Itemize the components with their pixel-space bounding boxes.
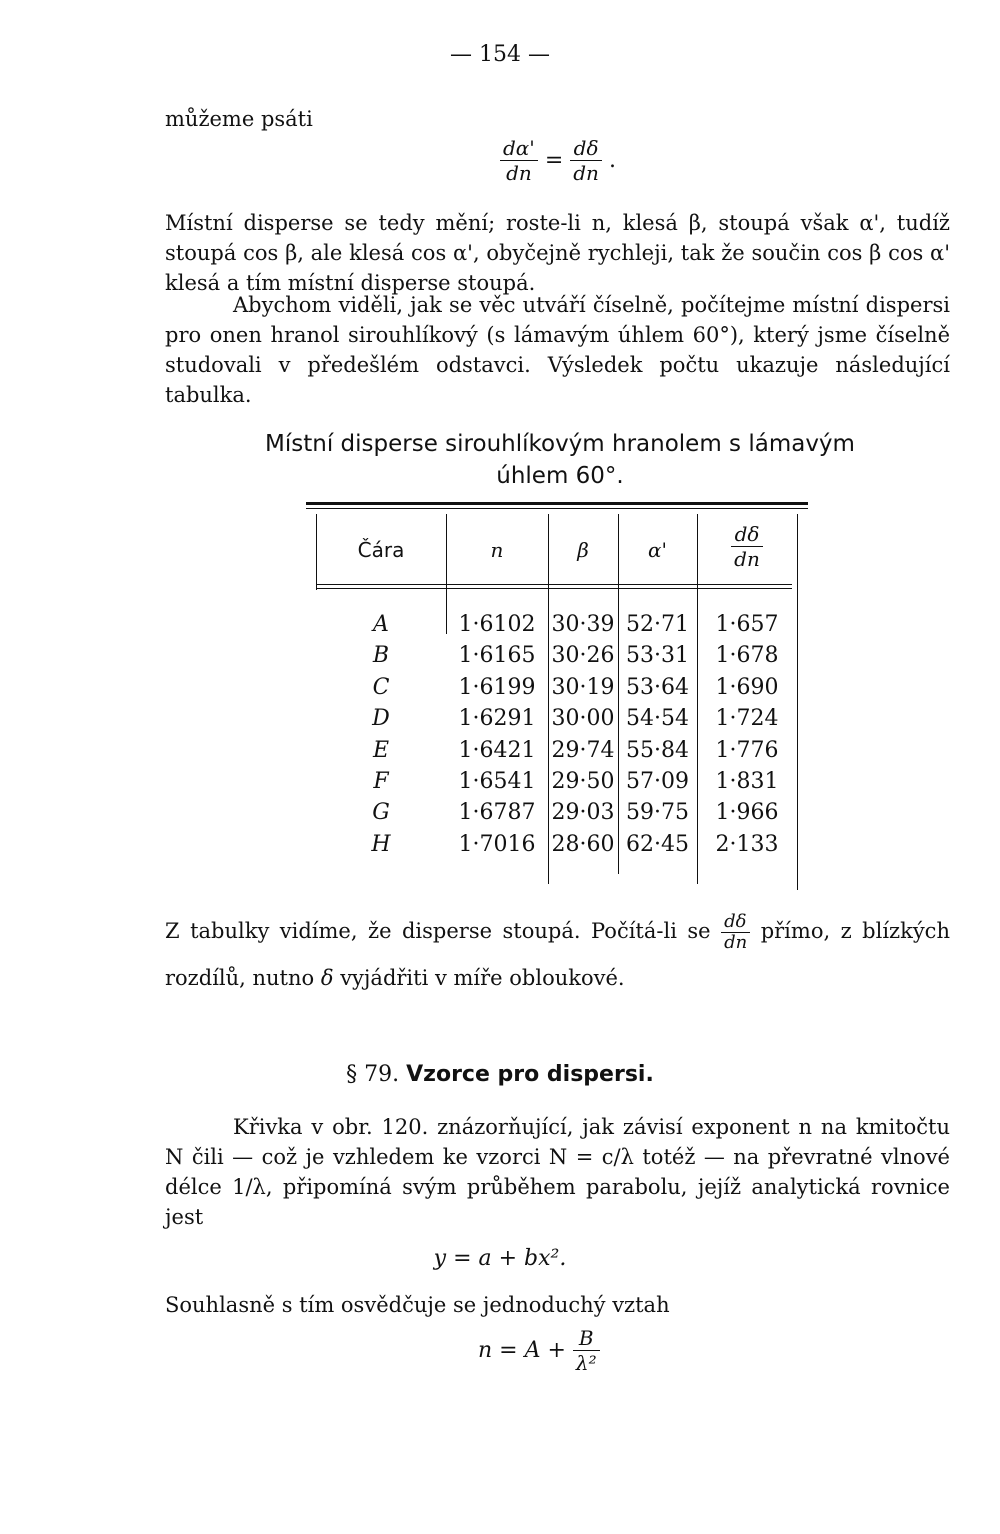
table-cell-n: 1·6787 <box>458 800 536 826</box>
cauchy-equation <box>478 1326 600 1375</box>
table-cell-line: B <box>372 643 390 669</box>
eq-right-denominator: dn <box>573 161 599 185</box>
header-derivative-num: dδ <box>731 522 763 547</box>
table-cell-derivative: 2·133 <box>715 831 779 857</box>
paragraph-2: Abychom viděli, jak se věc utváří číselně, počítejme místní dispersi pro onen hranol sirouhlíkový (s lámavým úhlem 60°), který jsme číselně studovali v předešlém odstavci. Výsledek počtu ukazuje následující tabulka. <box>165 293 950 407</box>
section-number: § 79. <box>346 1062 400 1087</box>
page-number: — 154 — <box>450 42 550 67</box>
table-cell-line: H <box>371 831 391 857</box>
section-heading <box>0 1062 1000 1087</box>
derivative-equation: $\frac{d\alpha'}{dn}$ = $\frac{d\delta}{dn}$ . <box>500 136 616 185</box>
table-cell-alpha: 52·71 <box>626 612 689 637</box>
table-caption-line-2: úhlem 60°. <box>496 463 624 489</box>
cauchy-denominator: λ² <box>575 1351 597 1375</box>
table-cell-line: G <box>372 800 390 826</box>
table-header-rule <box>316 584 792 585</box>
header-derivative-den: dn <box>734 547 760 571</box>
after-table-frac-den: dn <box>724 932 748 953</box>
table-cell-beta: 29·03 <box>551 800 615 826</box>
paragraph-4: Souhlasně s tím osvědčuje se jednoduchý vztah <box>165 1293 670 1317</box>
table-cell-derivative: 1·966 <box>715 800 779 826</box>
table-cell-alpha: 55·84 <box>626 737 689 763</box>
after-table-paragraph <box>165 912 950 993</box>
table-cell-beta: 30·19 <box>551 674 615 700</box>
table-cell-line: F <box>373 769 389 794</box>
table-cell-n: 1·7016 <box>458 831 536 857</box>
table-cell-alpha: 54·54 <box>626 706 689 732</box>
after-table-part-2: přímo, z blízkých <box>760 919 950 943</box>
table-cell-derivative: 1·690 <box>715 674 779 700</box>
table-cell-line: A <box>373 612 389 637</box>
table-cell-alpha: 53·31 <box>626 643 689 669</box>
eq-period: . <box>608 148 616 173</box>
section-title: Vzorce pro dispersi. <box>406 1062 654 1087</box>
after-table-line2-b: vyjádřiti v míře obloukové. <box>340 966 625 990</box>
paragraph-1: Místní disperse se tedy mění; roste-li n, klesá β, stoupá však α', tudíž stoupá cos β, ale klesá cos α', obyčejně rychleji, tak že součin cos β cos α' klesá a tím místní disperse stoupá. <box>165 211 950 295</box>
table-caption-line-1: Místní disperse sirouhlíkovým hranolem s lámavým <box>265 431 855 457</box>
eq-left-denominator: dn <box>506 161 532 185</box>
table-cell-beta: 29·50 <box>551 769 615 794</box>
header-alpha: α' <box>647 538 667 562</box>
header-n: n <box>490 538 504 562</box>
table-cell-line: C <box>372 674 390 700</box>
cauchy-left: n = A + <box>478 1338 566 1363</box>
table-cell-derivative: 1·831 <box>715 769 779 794</box>
table-cell-n: 1·6541 <box>458 769 536 794</box>
table-top-rule-thin <box>306 508 808 509</box>
parabola-equation: y = a + bx². <box>433 1246 567 1271</box>
header-derivative <box>697 522 797 571</box>
table-cell-alpha: 62·45 <box>626 831 689 857</box>
table-cell-line: D <box>372 706 390 732</box>
table-cell-alpha: 59·75 <box>626 800 689 826</box>
paragraph-3: Křivka v obr. 120. znázorňující, jak závisí exponent n na kmitočtu N čili — což je vzhledem ke vzorci N = c/λ totéž — na převratné vlnové délce 1/λ, připomíná svým průběhem parabolu, jejíž analytická rovnice jest <box>165 1115 950 1229</box>
table-top-rule <box>306 502 808 505</box>
intro-text: můžeme psáti <box>165 107 313 131</box>
table-caption <box>200 428 920 492</box>
table-cell-n: 1·6291 <box>458 706 536 732</box>
table-cell-n: 1·6199 <box>458 674 536 700</box>
table-cell-n: 1·6102 <box>458 612 536 637</box>
delta-symbol: δ <box>320 966 334 990</box>
cauchy-numerator: B <box>573 1326 600 1351</box>
header-beta: β <box>577 538 589 562</box>
table-cell-derivative: 1·776 <box>715 737 779 763</box>
table-cell-beta: 29·74 <box>551 737 615 763</box>
table-cell-beta: 28·60 <box>551 831 615 857</box>
table-cell-line: E <box>372 737 390 763</box>
table-cell-beta: 30·39 <box>551 612 615 637</box>
table-header-rule-2 <box>316 588 792 589</box>
after-table-part-1: Z tabulky vidíme, že disperse stoupá. Počítá-li se <box>165 919 711 943</box>
table-cell-beta: 30·26 <box>551 643 615 669</box>
after-table-frac-num: dδ <box>721 912 750 933</box>
eq-left-numerator: dα' <box>500 136 538 161</box>
eq-right-numerator: dδ <box>570 136 602 161</box>
header-cara: Čára <box>357 538 405 562</box>
table-cell-alpha: 57·09 <box>626 769 689 794</box>
table-cell-n: 1·6421 <box>458 737 536 763</box>
table-cell-derivative: 1·678 <box>715 643 779 669</box>
table-cell-beta: 30·00 <box>551 706 615 732</box>
after-table-line2-a: rozdílů, nutno <box>165 966 315 990</box>
table-cell-alpha: 53·64 <box>626 674 689 700</box>
table-cell-derivative: 1·657 <box>715 612 779 637</box>
table-cell-n: 1·6165 <box>458 643 536 669</box>
table-cell-derivative: 1·724 <box>715 706 779 732</box>
table-right-border <box>797 514 798 890</box>
